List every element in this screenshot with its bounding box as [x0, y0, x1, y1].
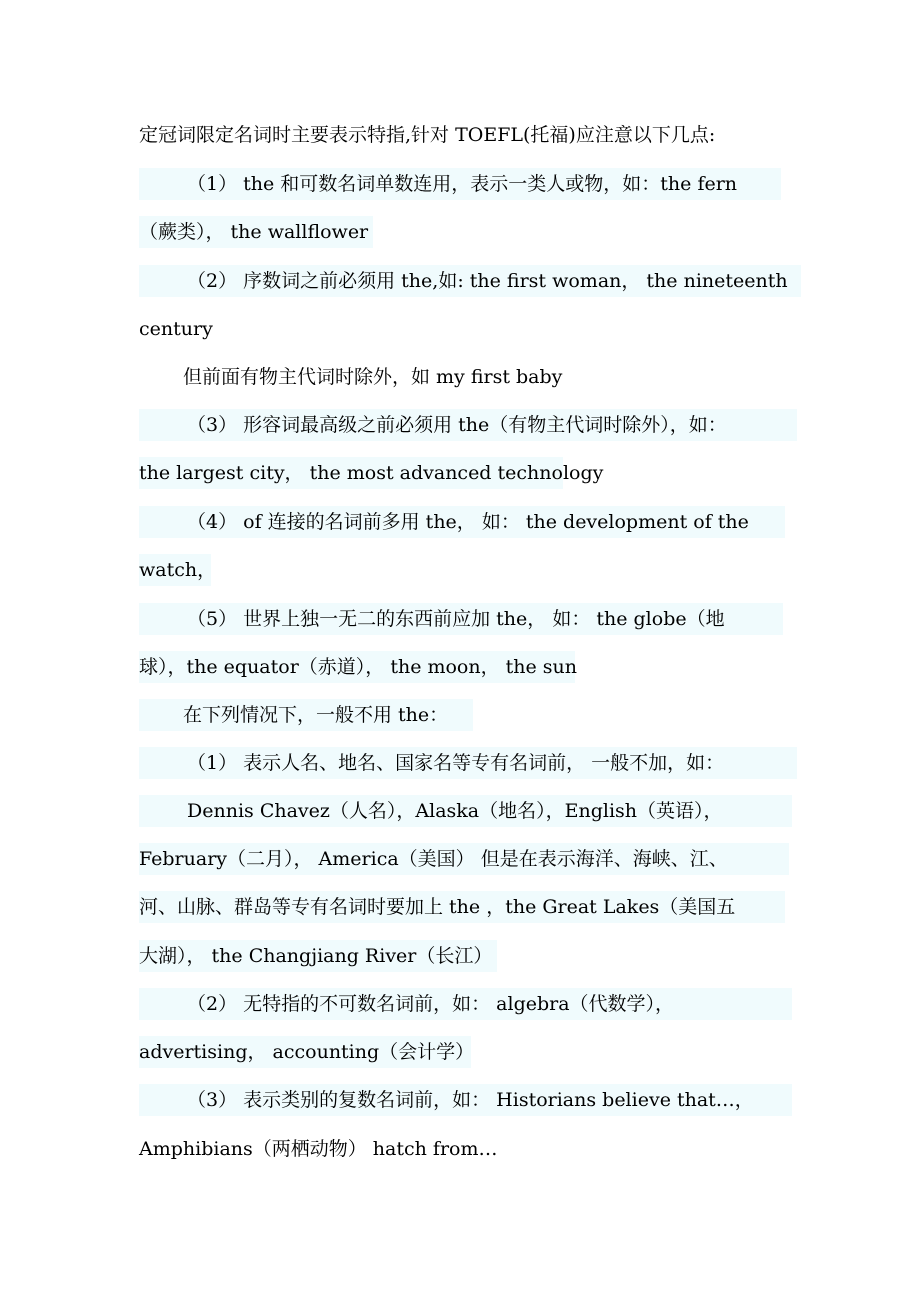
text-line-exception-1-cont2: 河、山脉、群岛等专有名词时要加上 the ，the Great Lakes（美国五: [139, 891, 785, 923]
text-line-intro: 定冠词限定名词时主要表示特指,针对 TOEFL(托福)应注意以下几点:: [139, 124, 716, 146]
text-line-exception-1-examples: Dennis Chavez（人名），Alaska（地名），English（英语），: [139, 795, 792, 827]
text-line-rule-4: （4） of 连接的名词前多用 the， 如： the development of the: [139, 506, 785, 538]
text-line-exception-1: （1） 表示人名、地名、国家名等专有名词前， 一般不加，如：: [139, 747, 797, 779]
text-line-exception-2: （2） 无特指的不可数名词前，如： algebra（代数学），: [139, 988, 792, 1020]
text-line-rule-5: （5） 世界上独一无二的东西前应加 the， 如： the globe（地: [139, 603, 783, 635]
text-line-rule-1: （1） the 和可数名词单数连用，表示一类人或物，如：the fern: [139, 168, 781, 200]
text-line-rule-2: （2） 序数词之前必须用 the,如: the first woman， the nineteenth: [139, 265, 801, 297]
text-line-rule-2-note: 但前面有物主代词时除外，如 my first baby: [183, 366, 563, 388]
text-line-rule-2-cont: century: [139, 318, 213, 340]
text-line-exceptions-heading: 在下列情况下，一般不用 the：: [139, 699, 473, 731]
text-line-rule-3-cont: the largest city， the most advanced technology: [139, 457, 563, 489]
text-line-exception-1-cont3: 大湖）， the Changjiang River（长江）: [139, 940, 497, 972]
text-line-exception-2-cont: advertising， accounting（会计学）: [139, 1036, 471, 1068]
text-line-rule-4-cont: watch，: [139, 554, 211, 586]
text-line-exception-3-cont: Amphibians（两栖动物） hatch from…: [139, 1138, 498, 1160]
text-line-exception-1-cont: February（二月）， America（美国） 但是在表示海洋、海峡、江、: [139, 843, 789, 875]
text-line-exception-3: （3） 表示类别的复数名词前，如： Historians believe that…，: [139, 1084, 792, 1116]
text-line-rule-5-cont: 球），the equator（赤道）， the moon， the sun: [139, 651, 575, 683]
text-line-rule-1-cont: （蕨类）， the wallflower: [139, 216, 373, 248]
text-line-rule-3: （3） 形容词最高级之前必须用 the（有物主代词时除外），如：: [139, 409, 797, 441]
